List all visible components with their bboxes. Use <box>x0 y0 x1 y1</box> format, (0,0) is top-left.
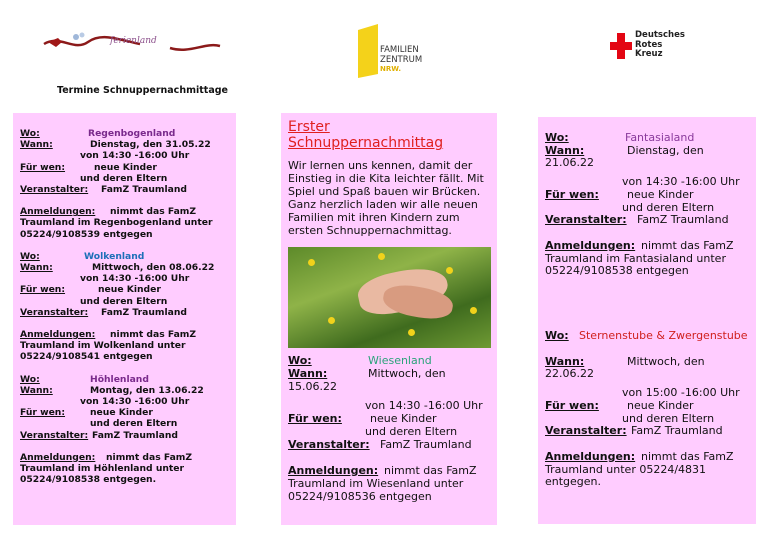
svg-text:FAMILIEN: FAMILIEN <box>380 45 419 55</box>
middle-panel: Erster Schnuppernachmittag Wir lernen uns kennen, damit der Einstieg in die Kita leichter fällt. Mit Spiel und Spaß bauen wir Brücken. Ganz herzlich laden wir alle neuen Familien mit ihren Kindern zum ersten Schnuppernachmittag. Wo: Wiesenland Wann: Mittwoch, den 15.06.22 von 14:30 -16:00 Uhr Für wen: neue Kinder und deren Eltern Veranstalter: FamZ Traumland Anmeldungen: nimmt das FamZ Traumland im Wiesenland unter 05224/9108536 entgegen <box>281 113 497 525</box>
event-regenbogenland: Wo: Regenbogenland Wann: Dienstag, den 31.05.22 von 14:30 -16:00 Uhr Für wen: neue Kinder und deren Eltern Veranstalter: FamZ Traumland Anmeldungen: nimmt das FamZ Traumland im Regenbogenland unter 05224/9108539 entgegen <box>20 128 213 240</box>
drk-logo <box>610 31 700 63</box>
event-wolkenland: Wo: Wolkenland Wann: Mittwoch, den 08.06.22 von 14:30 -16:00 Uhr Für wen: neue Kinder und deren Eltern Veranstalter: FamZ Traumland Anmeldungen: nimmt das FamZ Traumland im Wolkenland unter 05224/9108541 entgegen <box>20 250 215 363</box>
red-cross-icon <box>610 33 632 59</box>
wo-value: Fantasialand <box>625 131 695 144</box>
left-panel <box>13 113 236 525</box>
right-panel <box>538 117 756 524</box>
drk-line-2: Rotes <box>635 39 663 50</box>
ferienland-logo <box>40 30 225 60</box>
svg-text:NRW.: NRW. <box>380 65 402 73</box>
wo-value: Wolkenland <box>84 250 145 262</box>
wo-value: Höhlenland <box>90 373 149 385</box>
familienzentrum-logo <box>356 24 432 78</box>
svg-text:ZENTRUM: ZENTRUM <box>380 55 423 65</box>
wo-value: Wiesenland <box>368 354 432 367</box>
intro-text: Wir lernen uns kennen, damit der Einstieg in die Kita leichter fällt. Mit Spiel und Spaß bauen wir Brücken. Ganz herzlich laden wir alle neuen Familien mit ihren Kindern zum ersten Schnuppernachmittag. <box>288 159 484 237</box>
hands-photo <box>288 247 491 348</box>
event-fantasialand: Wo: Fantasialand Wann: Dienstag, den 21.06.22 von 14:30 -16:00 Uhr Für wen: neue Kinder und deren Eltern Veranstalter: FamZ Traumland Anmeldungen: nimmt das FamZ Traumland im Fantasialand unter 05224/9108538 entgegen <box>545 131 740 278</box>
middle-title: Erster Schnuppernachmittag <box>288 119 444 151</box>
drk-line-3: Kreuz <box>635 49 663 59</box>
drk-line-1: Deutsches <box>635 30 685 40</box>
event-hoehlenland: Wo: Höhlenland Wann: Montag, den 13.06.22 von 14:30 -16:00 Uhr Für wen: neue Kinder und deren Eltern Veranstalter: FamZ Traumland Anmeldungen: nimmt das FamZ Traumland im Höhlenland unter 05224/9108538 entgegen. <box>20 373 204 486</box>
wo-value: Regenbogenland <box>88 128 176 139</box>
page-title: Termine Schnuppernachmittage <box>57 85 228 96</box>
event-sternenstube: Wo: Sternenstube & Zwergenstube Wann: Mittwoch, den 22.06.22 von 15:00 -16:00 Uhr Für wen: neue Kinder und deren Eltern Veranstalter: FamZ Traumland Anmeldungen: nimmt das FamZ Traumland unter 05224/4831 entgegen. <box>545 329 748 489</box>
logo-text: ferienland <box>110 36 157 46</box>
wo-value: Sternenstube & Zwergenstube <box>579 329 748 343</box>
